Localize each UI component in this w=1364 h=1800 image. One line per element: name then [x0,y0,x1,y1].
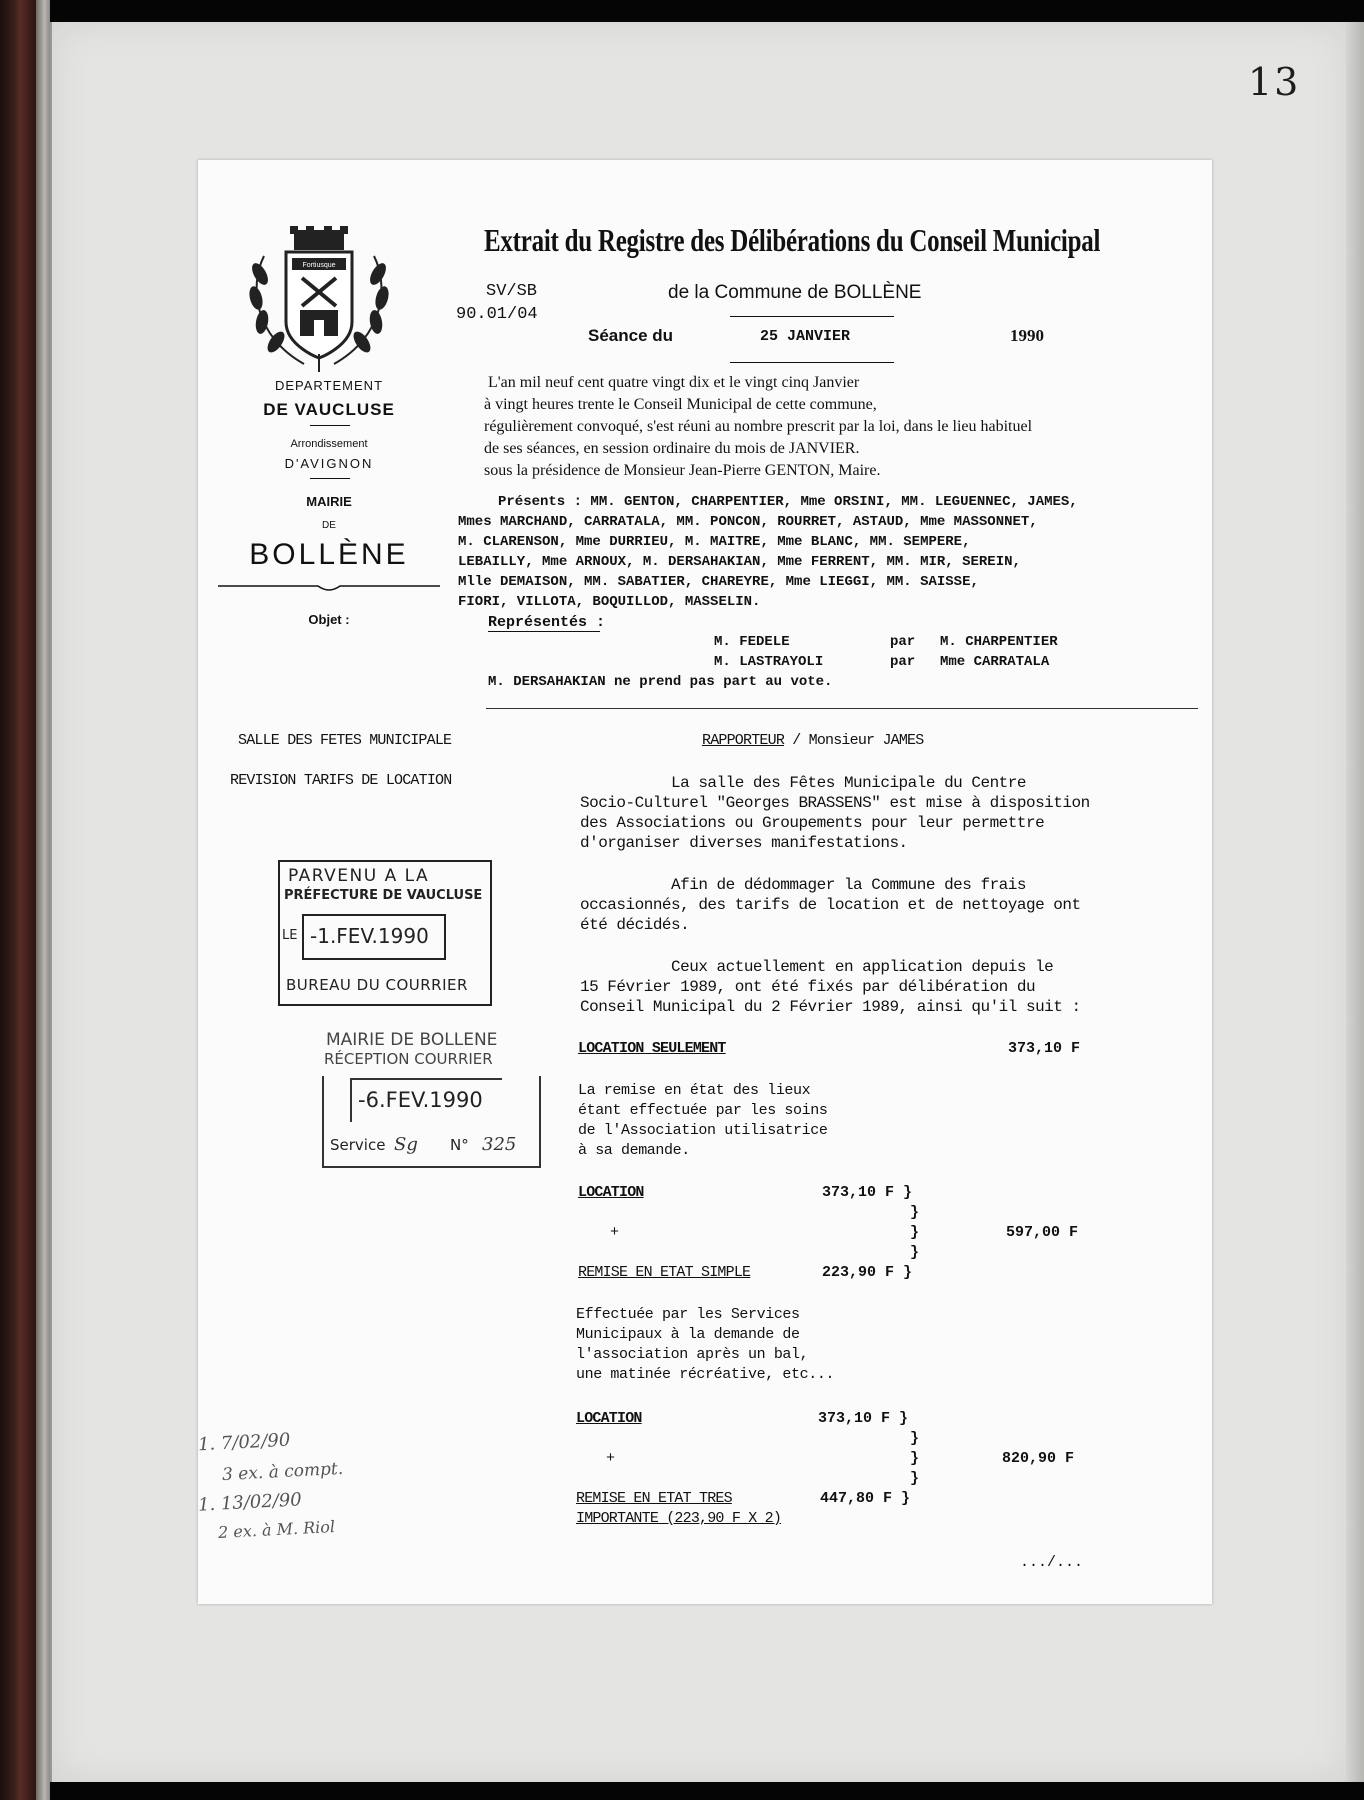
stamp-line: PARVENU A LA [288,866,430,886]
represented-by: M. CHARPENTIER [940,634,1058,650]
preamble-line: L'an mil neuf cent quatre vingt dix et le vingt cinq Janvier [488,374,860,391]
stamp-line: PRÉFECTURE DE VAUCLUSE [284,888,483,903]
seance-label: Séance du [588,326,674,345]
paragraph-line: 15 Février 1989, ont été fixés par délibération du [580,978,1036,996]
tarif-note-line: à sa demande. [578,1142,690,1159]
option2-brace: } [910,1450,920,1467]
vote-note: M. DERSAHAKIAN ne prend pas part au vote. [488,674,833,690]
tarif-location-seulement-label: LOCATION SEULEMENT [578,1040,726,1057]
represented-member: M. LASTRAYOLI [714,654,824,670]
paragraph-line: été décidés. [580,916,690,934]
represented-par: par [890,654,916,670]
option1-location-label: LOCATION [578,1184,644,1201]
reference-initials: SV/SB [486,282,538,301]
page-number: 13 [1248,60,1301,104]
paragraph-line: d'organiser diverses manifestations. [580,834,908,852]
paragraph-line: occasionnés, des tarifs de location et de nettoyage ont [580,896,1081,914]
paragraph-line: des Associations ou Groupements pour leur permettre [580,814,1045,832]
option1-remise-label: REMISE EN ETAT SIMPLE [578,1264,751,1281]
represented-member: M. FEDELE [714,634,790,650]
stamp-number-label: N° [450,1136,469,1154]
option2-remise-label-continued: IMPORTANTE (223,90 F X 2) [576,1510,782,1527]
option1-total: 597,00 F [1006,1224,1079,1241]
presents-line: Mmes MARCHAND, CARRATALA, MM. PONCON, ROURRET, ASTAUD, Mme MASSONNET, [458,514,1038,530]
option2-brace: } [910,1430,920,1447]
option2-total: 820,90 F [1002,1450,1075,1467]
option2-plus: + [606,1450,616,1467]
option2-remise-label: REMISE EN ETAT TRES [576,1490,732,1507]
option1-brace: } [910,1204,920,1221]
tarif-note-line: étant effectuée par les soins [578,1102,828,1119]
stamp-date: -1.FEV.1990 [310,924,429,948]
mairie-de-label: DE [322,520,336,531]
representes-underline [488,631,600,632]
section-divider [486,708,1198,709]
paragraph-line: La salle des Fêtes Municipale du Centre [580,774,1026,792]
option2-brace: } [910,1470,920,1487]
book-binding [0,0,36,1800]
tarif-note-line: une matinée récréative, etc... [576,1366,835,1383]
divider [310,478,350,479]
presents-line: Présents : MM. GENTON, CHARPENTIER, Mme ORSINI, MM. LEGUENNEC, JAMES, [498,494,1078,510]
option1-brace: } [910,1244,920,1261]
stamp-service-value: Sg [394,1134,418,1155]
tarif-note-line: de l'Association utilisatrice [578,1122,828,1139]
preamble-line: de ses séances, en session ordinaire du mois de JANVIER. [484,440,860,457]
document-subtitle: de la Commune de BOLLÈNE [668,282,922,303]
paragraph-line: Conseil Municipal du 2 Février 1989, ainsi qu'il suit : [580,998,1081,1016]
document-sheet [198,160,1212,1604]
tarif-note-line: La remise en état des lieux [578,1082,811,1099]
stamp-line: BUREAU DU COURRIER [286,976,468,994]
rapporteur-separator: / [784,732,809,749]
represented-by: Mme CARRATALA [940,654,1050,670]
paragraph-line: Ceux actuellement en application depuis le [580,958,1054,976]
object-subtitle: REVISION TARIFS DE LOCATION [230,772,452,789]
tarif-note-line: Effectuée par les Services [576,1306,800,1323]
stamp-line: RÉCEPTION COURRIER [324,1050,493,1068]
arrondissement-name: D'AVIGNON [284,456,374,471]
stamp-service-label: Service [330,1136,386,1154]
departement-name: DE VAUCLUSE [263,400,395,419]
object-title: SALLE DES FETES MUNICIPALE [238,732,452,749]
rapporteur-line [702,732,923,749]
divider [310,425,350,426]
arrondissement-label: Arrondissement [290,438,368,450]
tarif-note-line: Municipaux à la demande de [576,1326,800,1343]
ornament-rule [218,580,440,596]
preamble-line: régulièrement convoqué, s'est réuni au nombre prescrit par la loi, dans le lieu habituel [484,418,1033,435]
representes-label: Représentés : [488,614,606,631]
option1-plus: + [610,1224,620,1241]
stamp-number-value: 325 [482,1134,517,1155]
tarif-location-seulement-total: 373,10 F [1008,1040,1081,1057]
prefecture-stamp [278,860,492,1006]
represented-par: par [890,634,916,650]
option1-location-value: 373,10 F } [822,1184,913,1201]
title-rule [730,316,894,317]
option1-brace: } [910,1224,920,1241]
mairie-stamp [322,1030,542,1170]
continued-mark: .../... [1020,1554,1084,1571]
stamp-line: MAIRIE DE BOLLENE [326,1030,498,1050]
option2-remise-value: 447,80 F } [820,1490,911,1507]
presents-line: FIORI, VILLOTA, BOQUILLOD, MASSELIN. [458,594,761,610]
date-rule [730,362,894,363]
option2-location-label: LOCATION [576,1410,642,1427]
option2-location-value: 373,10 F } [818,1410,909,1427]
mairie-label: MAIRIE [306,494,352,509]
stamp-date: -6.FEV.1990 [358,1088,483,1112]
reference-number: 90.01/04 [456,305,538,324]
svg-text:Fortiusque: Fortiusque [302,262,336,269]
handwritten-note: 2 ex. à M. Riol [217,1516,336,1543]
handwritten-note: 1. 13/02/90 [197,1489,303,1516]
handwritten-note: 1. 7/02/90 [197,1429,291,1456]
departement-label: DEPARTEMENT [274,378,384,393]
commune-name: BOLLÈNE [249,538,409,571]
handwritten-note: 3 ex. à compt. [221,1458,344,1486]
preamble-line: sous la présidence de Monsieur Jean-Pierre GENTON, Maire. [484,462,881,479]
stamp-date-box [302,914,446,960]
preamble-line: à vingt heures trente le Conseil Municipal de cette commune, [484,396,877,413]
presents-line: M. CLARENSON, Mme DURRIEU, M. MAITRE, Mme BLANC, MM. SEMPERE, [458,534,971,550]
document-title: Extrait du Registre des Délibérations du Conseil Municipal [484,222,1101,258]
presents-line: Mlle DEMAISON, MM. SABATIER, CHAREYRE, Mme LIEGGI, MM. SAISSE, [458,574,979,590]
album-page-edge [1346,22,1364,1782]
paragraph-line: Afin de dédommager la Commune des frais [580,876,1026,894]
tarif-note-line: l'association après un bal, [576,1346,809,1363]
stamp-le-label: LE [282,928,298,943]
rapporteur-name: Monsieur JAMES [808,732,924,749]
town-crest-icon [244,226,394,374]
presents-line: LEBAILLY, Mme ARNOUX, M. DERSAHAKIAN, Mme FERRENT, MM. MIR, SEREIN, [458,554,1021,570]
paragraph-line: Socio-Culturel "Georges BRASSENS" est mise à disposition [580,794,1090,812]
option1-remise-value: 223,90 F } [822,1264,913,1281]
rapporteur-label: RAPPORTEUR [702,732,785,749]
book-binding-edge [36,0,50,1800]
objet-label: Objet : [308,612,350,627]
seance-date: 25 JANVIER [760,328,851,345]
seance-year: 1990 [1010,326,1044,345]
